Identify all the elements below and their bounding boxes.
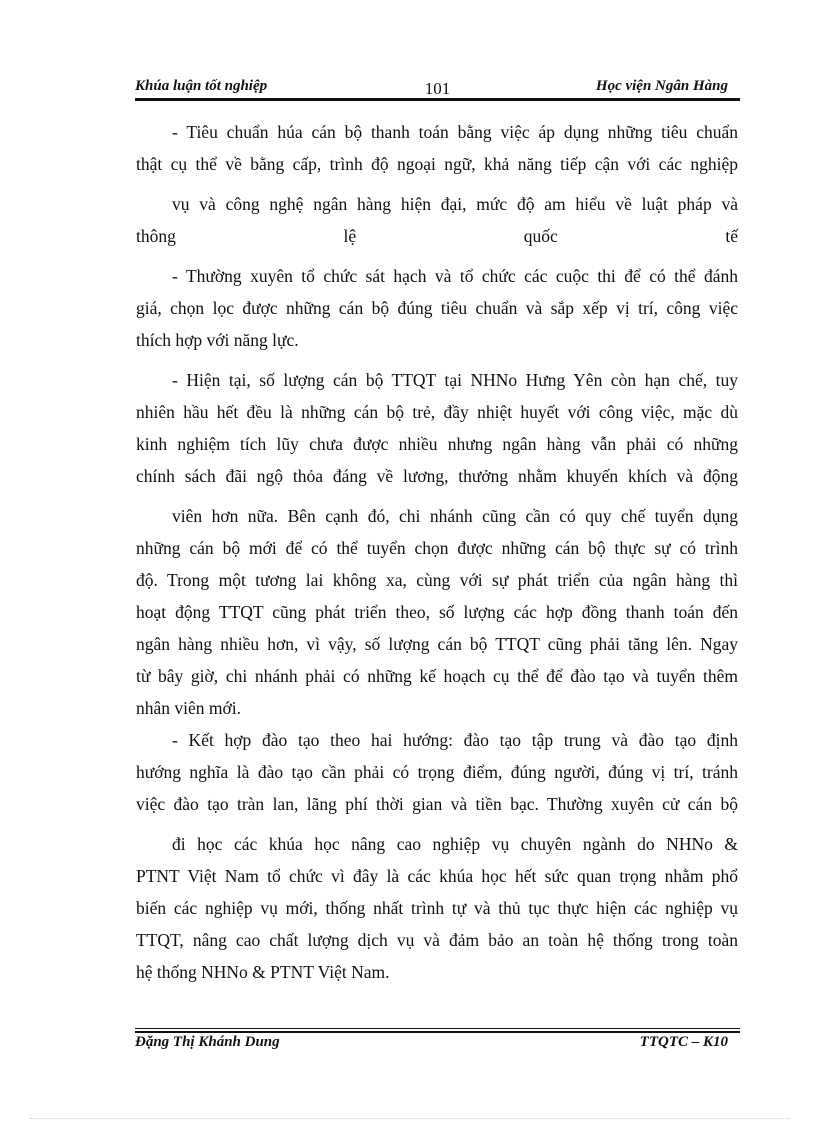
header-thesis-title: Khúa luận tốt nghiệp — [135, 78, 268, 94]
text-line: thật cụ thể về bằng cấp, trình độ ngoại ngữ, khả năng tiếp cận với các nghiệp — [136, 154, 738, 174]
text-line: giá, chọn lọc được những cán bộ đúng tiêu chuẩn và sắp xếp vị trí, công việc — [136, 298, 738, 318]
text-line: chính sách đãi ngộ thỏa đáng về lương, thưởng nhằm khuyến khích và động — [136, 466, 738, 486]
footer-author: Đặng Thị Khánh Dung — [135, 1034, 280, 1050]
text-line: - Kết hợp đào tạo theo hai hướng: đào tạo tập trung và đào tạo định — [172, 730, 738, 750]
text-line: thông lệ quốc tế — [136, 226, 738, 246]
text-line: PTNT Việt Nam tổ chức vì đây là các khúa học hết sức quan trọng nhằm phổ — [136, 866, 738, 886]
page-header — [135, 74, 740, 98]
footer-class: TTQTC – K10 — [639, 1034, 728, 1050]
text-line: từ bây giờ, chi nhánh phải có những kế hoạch cụ thể để đào tạo và tuyển thêm — [136, 666, 738, 686]
text-line: nhân viên mới. — [136, 698, 241, 718]
page-number: 101 — [424, 79, 451, 98]
text-line: việc đào tạo tràn lan, lãng phí thời gian và tiền bạc. Thường xuyên cử cán bộ — [136, 794, 738, 814]
text-line: viên hơn nữa. Bên cạnh đó, chi nhánh cũng cần có quy chế tuyển dụng — [172, 506, 738, 526]
text-line: thích hợp với năng lực. — [136, 330, 299, 350]
text-line: - Hiện tại, số lượng cán bộ TTQT tại NHNo Hưng Yên còn hạn chế, tuy — [172, 370, 738, 390]
text-line: nhiên hầu hết đều là những cán bộ trẻ, đầy nhiệt huyết với công việc, mặc dù — [136, 402, 738, 422]
page-edge — [30, 1118, 790, 1119]
text-line: ngân hàng nhiều hơn, vì vậy, số lượng cán bộ TTQT cũng phải tăng lên. Ngay — [136, 634, 738, 654]
footer-rule-thin — [135, 1028, 740, 1029]
footer-rule-thick — [135, 1031, 740, 1033]
text-line: hoạt động TTQT cũng phát triển theo, số lượng các hợp đồng thanh toán đến — [136, 602, 738, 622]
text-line: - Thường xuyên tổ chức sát hạch và tổ chức các cuộc thi để có thể đánh — [172, 266, 738, 286]
text-line: hệ thống NHNo & PTNT Việt Nam. — [136, 962, 390, 982]
header-institution: Học viện Ngân Hàng — [595, 78, 728, 94]
text-line: đi học các khúa học nâng cao nghiệp vụ chuyên ngành do NHNo & — [172, 834, 738, 854]
text-line: những cán bộ mới để có thể tuyển chọn được những cán bộ thực sự có trình — [136, 538, 738, 558]
text-line: độ. Trong một tương lai không xa, cùng với sự phát triển của ngân hàng thì — [136, 570, 738, 590]
header-rule — [135, 98, 740, 101]
body-text — [136, 116, 738, 988]
text-line: biến các nghiệp vụ mới, thống nhất trình tự và thủ tục thực hiện các nghiệp vụ — [136, 898, 738, 918]
text-line: - Tiêu chuẩn húa cán bộ thanh toán bằng việc áp dụng những tiêu chuẩn — [172, 122, 738, 142]
page-footer — [135, 1034, 740, 1056]
text-line: TTQT, nâng cao chất lượng dịch vụ và đảm bảo an toàn hệ thống trong toàn — [136, 930, 738, 950]
text-line: hướng nghĩa là đào tạo cần phải có trọng điểm, đúng người, đúng vị trí, tránh — [136, 762, 738, 782]
text-line: kinh nghiệm tích lũy chưa được nhiều nhưng ngân hàng vẫn phải có những — [136, 434, 738, 454]
text-line: vụ và công nghệ ngân hàng hiện đại, mức độ am hiểu về luật pháp và — [172, 194, 738, 214]
